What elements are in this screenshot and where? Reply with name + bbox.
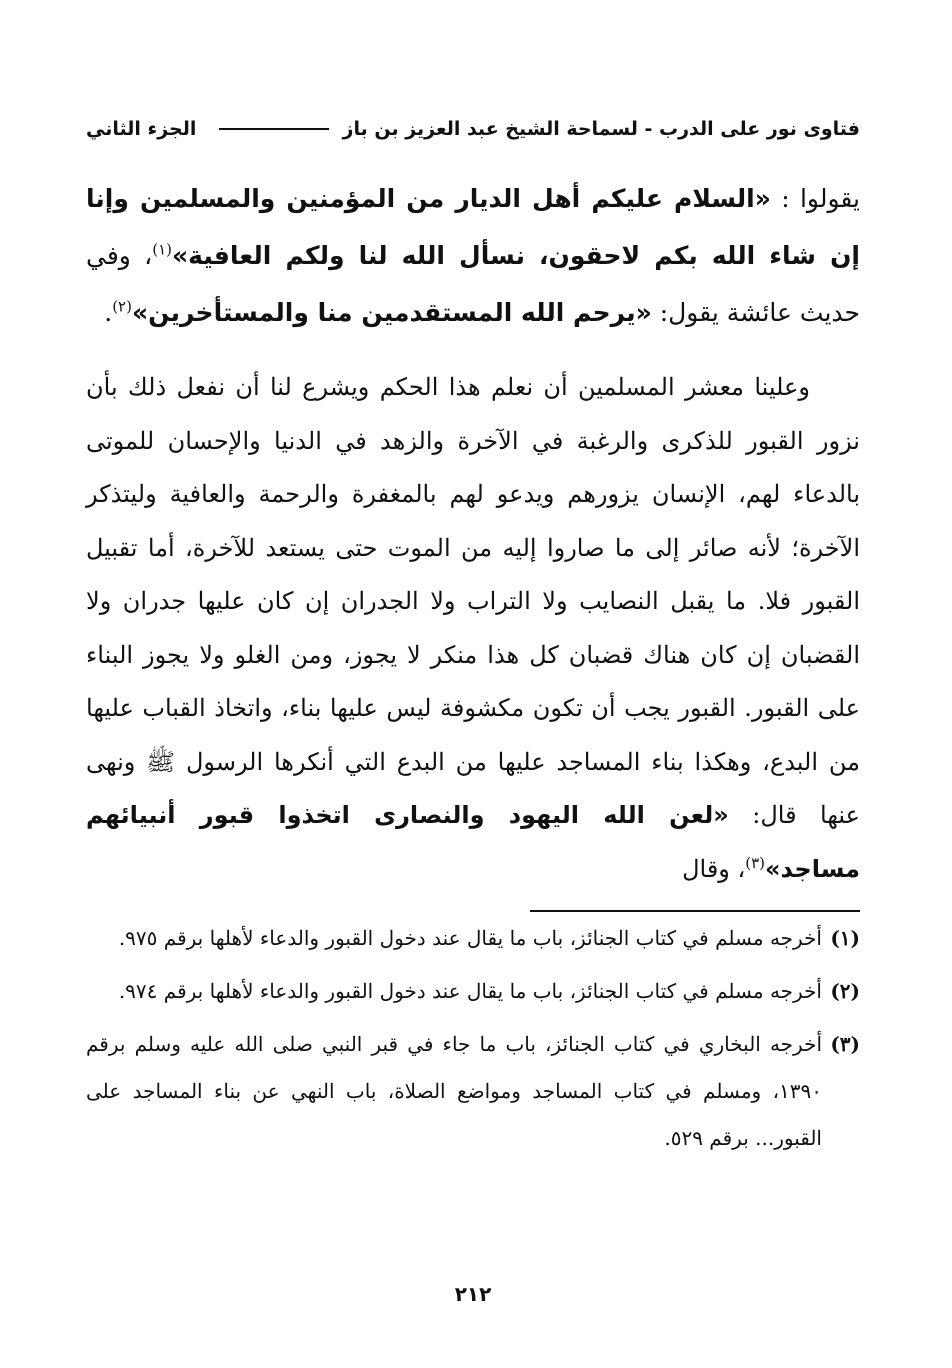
footnote-text: أخرجه مسلم في كتاب الجنائز، باب ما يقال عند دخول القبور والدعاء لأهلها برقم ٩٧٤.	[118, 979, 822, 1003]
book-page	[86, 0, 860, 1368]
running-header	[86, 112, 860, 146]
header-book-title-group	[211, 118, 860, 140]
main-text	[86, 170, 860, 896]
paragraph-text: ، وقال	[682, 854, 746, 883]
footnote-number: (٢)	[830, 979, 860, 1003]
paragraph-text: .	[104, 298, 113, 327]
footnote-separator	[530, 910, 860, 912]
paragraph-text: وعلينا معشر المسلمين أن نعلم هذا الحكم ويشرع لنا أن نفعل ذلك بأن نزور القبور للذكرى والرغبة في الآخرة والزهد في الدنيا والإحسان للموتى بالدعاء لهم، الإنسان يزورهم ويدعو لهم بالمغفرة والرحمة والعافية وليتذكر الآخرة؛ لأنه صائر إلى ما صاروا إليه من الموت حتى يستعد للآخرة، أما تقبيل القبور فلا. ما يقبل النصايب ولا التراب ولا الجدران إن كان عليها جدران ولا القضبان إن كان هناك قضبان كل هذا منكر لا يجوز، ومن الغلو ولا يجوز البناء على القبور. القبور يجب أن تكون مكشوفة ليس عليها بناء، واتخاذ القباب عليها من البدع، وهكذا بناء المساجد عليها من البدع التي أنكرها الرسول ﷺ ونهى عنها قال:	[86, 373, 860, 829]
footnotes	[86, 915, 860, 1168]
footnote-reference[interactable]: (١)	[152, 240, 173, 259]
footnote-reference[interactable]: (٢)	[112, 297, 132, 316]
header-book-title: فتاوى نور على الدرب - لسماحة الشيخ عبد العزيز بن باز	[342, 118, 860, 140]
hadith-quote: «يرحم الله المستقدمين منا والمستأخرين»	[131, 298, 652, 327]
footnote-number: (١)	[830, 926, 860, 950]
header-volume: الجزء الثاني	[86, 118, 197, 140]
footnote	[86, 1021, 860, 1162]
footnote	[86, 915, 860, 962]
hadith-quote: «لعن الله اليهود والنصارى اتخذوا قبور أنبيائهم مساجد»	[86, 801, 860, 883]
footnote-text: أخرجه البخاري في كتاب الجنائز، باب ما جاء في قبر النبي صلى الله عليه وسلم برقم ١٣٩٠، ومسلم في كتاب المساجد ومواضع الصلاة، باب النهي عن بناء المساجد على القبور... برقم ٥٢٩.	[86, 1032, 822, 1150]
header-rule	[219, 128, 329, 130]
paragraph-lead: يقولوا :	[770, 184, 860, 213]
paragraph	[86, 361, 860, 896]
footnote-number: (٣)	[830, 1032, 860, 1056]
footnote-text: أخرجه مسلم في كتاب الجنائز، باب ما يقال عند دخول القبور والدعاء لأهلها برقم ٩٧٥.	[118, 926, 822, 950]
paragraph-text: ، وفي حديث عائشة يقول:	[86, 241, 860, 327]
hadith-quote: «السلام عليكم أهل الديار من المؤمنين والمسلمين وإنا إن شاء الله بكم لاحقون، نسأل الله لنا ولكم العافية»	[86, 184, 860, 270]
footnote-reference[interactable]: (٣)	[745, 853, 766, 872]
footnote	[86, 968, 860, 1015]
paragraph	[86, 170, 860, 341]
page-number: ٢١٢	[454, 1282, 492, 1306]
